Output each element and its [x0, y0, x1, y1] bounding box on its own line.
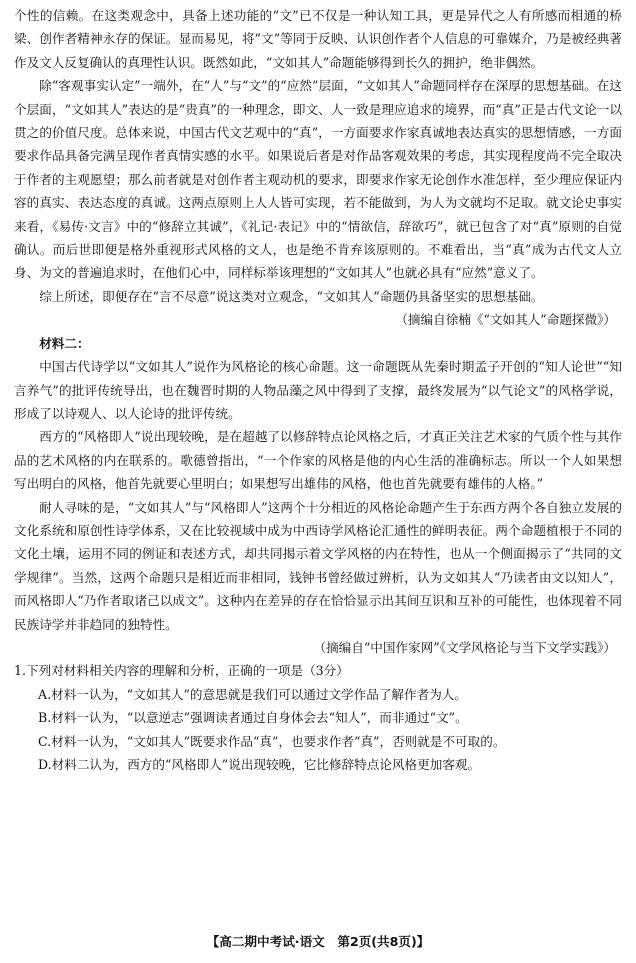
question-1-option-b: B.材料一认为，“以意逆志”强调读者通过自身体会去“知人”，而非通过“文”。	[38, 710, 468, 726]
material2-paragraph-3: 耐人寻味的是，“文如其人”与“风格即人”这两个十分相近的风格论命题产生于东西方两个各自独立发展的文化系统和原创性诗学体系，又在比较视域中成为中西诗学风格论汇通性的鲜明表征。两个命题植根于不同的文化土壤，运用不同的例证和表述方式，却共同揭示着文学风格的内在特性，也从一个侧面揭示了“共同的文学规律”。当然，这两个命题只是相近而非相同，钱钟书曾经做过辨析，认为文如其人“乃读者由文以知人”，而风格即人“乃作者取诸己以成文”。这种内在差异的存在恰恰显示出其间互识和互补的可能性，也体现着不同民族诗学并非趋同的独特性。	[14, 499, 622, 632]
material1-paragraph-1: 个性的信赖。在这类观念中，具备上述功能的“文”已不仅是一种认知工具，更是异代之人有所感而相通的桥梁、创作者精神永存的保证。显而易见，将“文”等同于反映、认识创作者个人信息的可靠媒介，乃是被经典著作及文人反复确认的真理性认识。既然如此，“文如其人”命题能够得到长久的拥护，绝非偶然。	[14, 8, 622, 70]
material2-paragraph-1: 中国古代诗学以“文如其人”说作为风格论的核心命题。这一命题既从先秦时期孟子开创的“知人论世”“知言养气”的批评传统导出，也在魏晋时期的人物品藻之风中得到了支撑，最终发展为“以气论文”的风格学说，形成了以诗观人、以人论诗的批评传统。	[14, 359, 622, 421]
question-1-stem: 1.下列对材料相关内容的理解和分析，正确的一项是（3分）	[14, 663, 349, 679]
page-footer: 【高二期中考试·语文 第2页(共8页)】	[206, 934, 430, 949]
material2-source: （摘编自“中国作家网”《文学风格论与当下文学实践》）	[313, 639, 616, 655]
material1-paragraph-2: 除“客观事实认定”一端外，在“人”与“文”的“应然”层面，“文如其人”命题同样存在深厚的思想基础。在这个层面，“文如其人”表达的是“贵真”的一种理念，即文、人一致是理应追求的境界，而“真”正是古代文论一以贯之的价值尺度。总体来说，中国古代文艺观中的“真”，一方面要求作家真诚地表达真实的思想情感，一方面要求作品具备完满呈现作者真情实感的水平。如果说后者是对作品客观效果的考虑，其实现程度尚不完全取决于作者的主观愿望；那么前者就是对创作者主观动机的要求，即要求作家无论创作水准怎样，至少理应保证内容的真实、表达态度的真诚。这两点原则上人人皆可实现，若不能做到，为人为文就均不足取。就文论史事实来看，《易传·文言》中的“修辞立其诚”，《礼记·表记》中的“情欲信，辞欲巧”，就已包含了对“真”原则的自觉确认。而后世即便是格外重视形式风格的文人，也是绝不肯弃该原则的。不难看出，当“真”成为古代文人立身、为文的普遍追求时，在他们心中，同样标举该理想的“文如其人”也就必具有“应然”意义了。	[14, 78, 622, 281]
question-1-option-d: D.材料二认为，西方的“风格即人”说出现较晚，它比修辞特点论风格更加客观。	[38, 757, 481, 772]
material1-source: （摘编自徐楠《“文如其人”命题探微》）	[395, 312, 616, 328]
question-1-option-a: A.材料一认为，“文如其人”的意思就是我们可以通过文学作品了解作者为人。	[38, 686, 467, 702]
question-1-option-c: C.材料一认为，“文如其人”既要求作品“真”，也要求作者“真”，否则就是不可取的。	[38, 733, 506, 749]
material2-heading: 材料二：	[39, 335, 90, 351]
material1-paragraph-3: 综上所述，即便存在“言不尽意”说这类对立观念，“文如其人”命题仍具备坚实的思想基础。	[39, 288, 544, 304]
material2-paragraph-2: 西方的“风格即人”说出现较晚，是在超越了以修辞特点论风格之后，才真正关注艺术家的气质个性与其作品的艺术风格的内在联系的。歌德曾指出，“一个作家的风格是他的内心生活的准确标志。所以一个人如果想写出明白的风格，他首先就要心里明白；如果想写出雄伟的风格，他也首先就要有雄伟的人格。”	[14, 429, 622, 492]
